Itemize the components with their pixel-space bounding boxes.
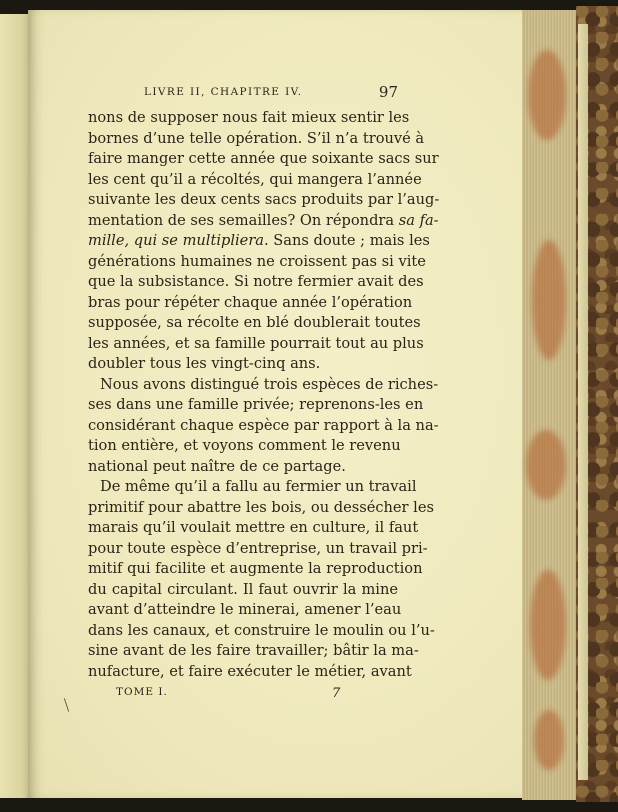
stain-mark: [526, 430, 566, 500]
line-text: considérant chaque espèce par rapport à la na-: [88, 416, 439, 434]
italic-text: mille, qui se multipliera.: [88, 232, 269, 249]
line-text: les années, et sa famille pourrait tout au plus: [88, 334, 424, 352]
stain-mark: [534, 710, 564, 770]
text-line: [88, 190, 440, 211]
text-line: [88, 600, 402, 621]
line-text: marais qu’il voulait mettre en culture, il faut: [88, 519, 419, 536]
text-line: [88, 641, 419, 662]
signature-mark: 7: [332, 686, 342, 701]
line-text: que la subsistance. Si notre fermier avait des: [88, 273, 424, 290]
line-text: mitif qui facilite et augmente la reproduction: [88, 560, 423, 577]
line-text: primitif pour abattre les bois, ou dessécher les: [88, 498, 434, 516]
text-line: [88, 334, 424, 355]
page-footer: [88, 686, 398, 706]
text-line: [88, 149, 439, 170]
cover-lining: [578, 24, 588, 780]
page-fore-edge: [522, 10, 578, 800]
line-text: dans les canaux, et construire le moulin ou l’u-: [88, 621, 435, 639]
line-text: suivante les deux cents sacs produits par l’aug-: [88, 191, 440, 208]
text-line: [88, 416, 439, 437]
line-text: Sans doute ; mais les: [268, 232, 430, 249]
line-text: nufacture, et faire exécuter le métier, avant: [88, 662, 412, 680]
text-line: [88, 580, 398, 601]
text-line: [88, 108, 410, 129]
text-line: [88, 272, 424, 293]
stain-mark: [530, 570, 566, 680]
text-line: [88, 211, 439, 232]
line-text: doubler tous les vingt-cinq ans.: [88, 355, 321, 372]
text-line: [88, 129, 425, 150]
italic-text: sa fa-: [398, 211, 439, 229]
text-line: [88, 477, 417, 498]
line-text: Nous avons distingué trois espèces de riches-: [100, 375, 439, 393]
line-text: sine avant de les faire travailler; bâtir la ma-: [88, 642, 419, 659]
line-text: mentation de ses semailles? On répondra: [88, 211, 399, 229]
line-text: pour toute espèce d’entreprise, un travail pri-: [88, 539, 428, 557]
text-line: [88, 170, 422, 191]
text-line: [88, 621, 435, 642]
running-head: [88, 83, 398, 108]
text-line: [88, 518, 419, 539]
text-line: [88, 498, 434, 519]
line-text: bras pour répéter chaque année l’opération: [88, 293, 413, 311]
line-text: générations humaines ne croissent pas si vite: [88, 252, 426, 270]
line-text: bornes d’une telle opération. S’il n’a trouvé à: [88, 129, 425, 147]
line-text: supposée, sa récolte en blé doublerait toutes: [88, 314, 421, 331]
text-line: [88, 457, 398, 478]
text-line: [88, 313, 421, 334]
text-line: [88, 252, 426, 273]
line-text: tion entière, et voyons comment le revenu: [88, 437, 401, 454]
text-line: [88, 375, 439, 396]
stain-mark: [528, 50, 566, 140]
text-line: [88, 559, 423, 580]
line-text: De même qu’il a fallu au fermier un travail: [100, 478, 417, 495]
stain-mark: [532, 240, 566, 360]
text-line: [88, 662, 412, 683]
page-number: 97: [378, 83, 398, 101]
text-line: [88, 539, 428, 560]
line-text: ses dans une famille privée; reprenons-les en: [88, 396, 424, 413]
volume-label: TOME I.: [116, 686, 168, 698]
running-title: LIVRE II, CHAPITRE IV.: [144, 86, 303, 98]
text-line: [88, 293, 413, 314]
line-text: du capital circulant. Il faut ouvrir la mine: [88, 580, 398, 598]
text-line: [88, 231, 430, 252]
text-line: [88, 354, 398, 375]
text-line: [88, 395, 424, 416]
line-text: nons de supposer nous fait mieux sentir les: [88, 109, 410, 126]
body-text: [88, 108, 440, 682]
page-text: [88, 83, 440, 706]
line-text: les cent qu’il a récoltés, qui mangera l’année: [88, 170, 422, 188]
line-text: faire manger cette année que soixante sacs sur: [88, 150, 439, 167]
line-text: avant d’atteindre le minerai, amener l’eau: [88, 601, 402, 618]
line-text: national peut naître de ce partage.: [88, 457, 346, 475]
text-line: [88, 436, 401, 457]
